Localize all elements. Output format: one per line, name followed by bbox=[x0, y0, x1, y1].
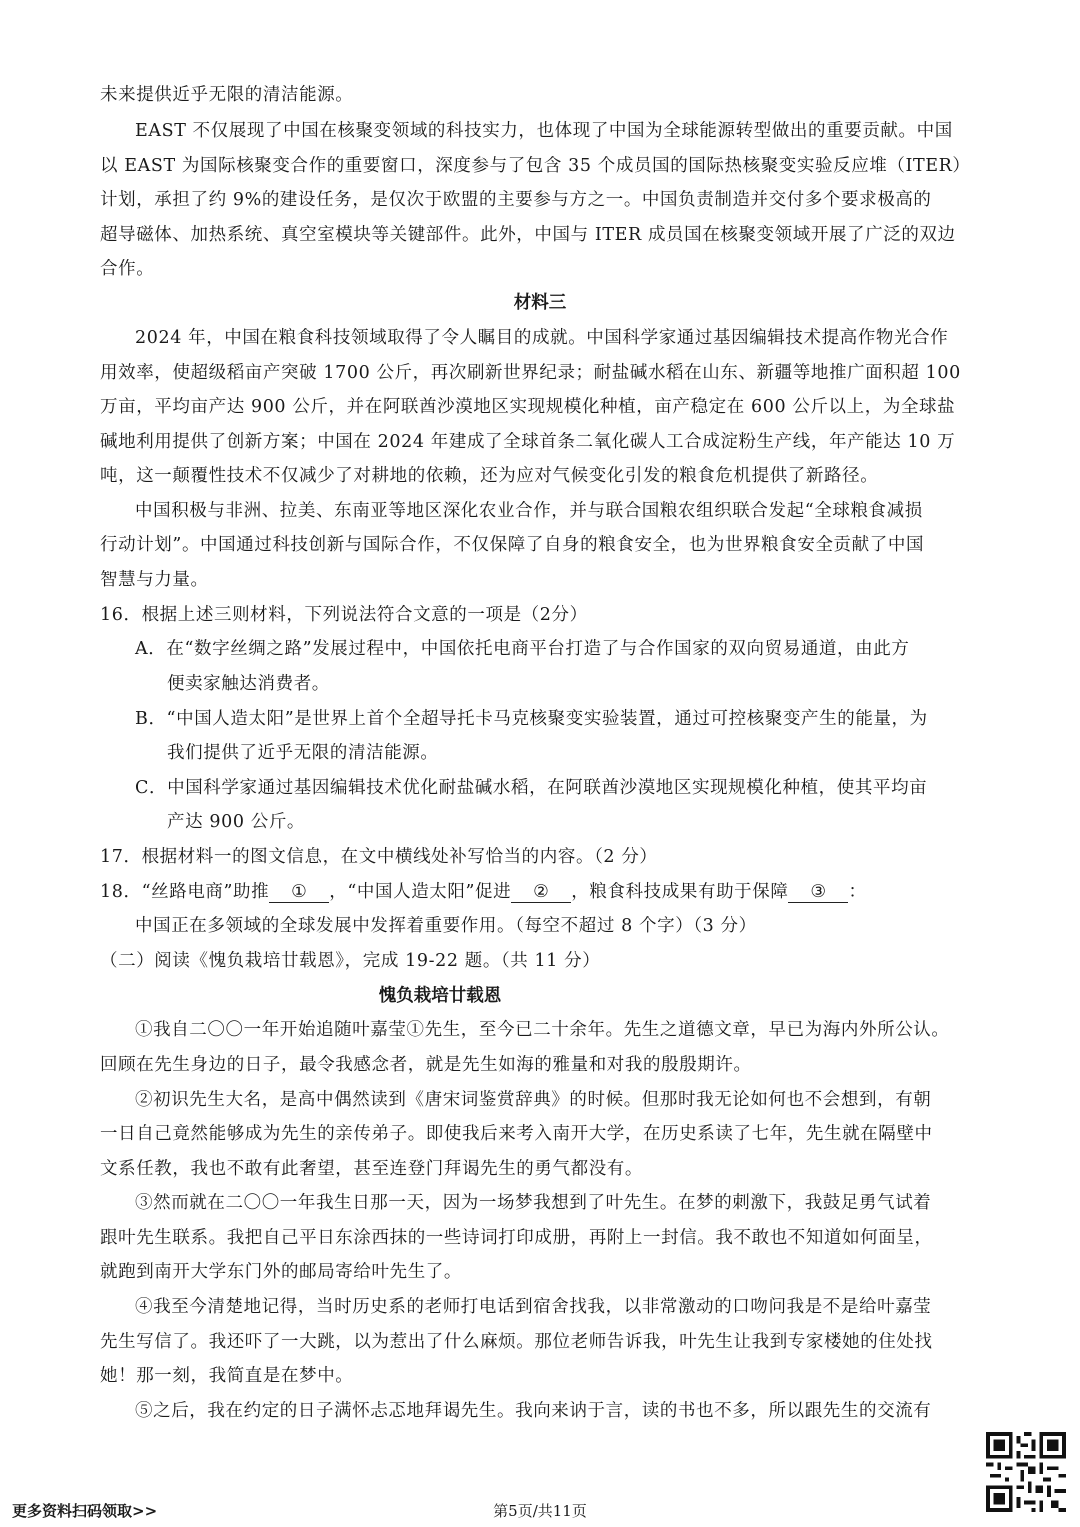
text-line: 跟叶先生联系。我把自己平日东涂西抹的一些诗词打印成册，再附上一封信。我不敢也不知道如何面呈， bbox=[100, 1228, 933, 1248]
text-line: 合作。 bbox=[100, 259, 155, 279]
section-heading-material-3: 材料三 bbox=[513, 293, 567, 313]
page-number: 第5页/共11页 bbox=[493, 1502, 587, 1520]
text-line: 就跑到南开大学东门外的邮局寄给叶先生了。 bbox=[100, 1262, 462, 1282]
q18-part-1: 18．“丝路电商”助推 bbox=[100, 882, 270, 902]
option-a: A．在“数字丝绸之路”发展过程中，中国依托电商平台打造了与合作国家的双向贸易通道，由此方 bbox=[135, 639, 910, 659]
text-line: 吨，这一颠覆性技术不仅减少了对耕地的依赖，还为应对气候变化引发的粮食危机提供了新路径。 bbox=[100, 466, 879, 486]
paragraph-5: ⑤之后，我在约定的日子满怀忐忑地拜谒先生。我向来讷于言，读的书也不多，所以跟先生的交流有 bbox=[135, 1401, 932, 1421]
text-line: 用效率，使超级稻亩产突破 1700 公斤，再次刷新世界纪录；耐盐碱水稻在山东、新疆等地推广面积超 100 bbox=[100, 363, 961, 383]
text-line: 先生写信了。我还吓了一大跳，以为惹出了什么麻烦。那位老师告诉我，叶先生让我到专家楼她的住处找 bbox=[100, 1332, 933, 1352]
text-line: 智慧与力量。 bbox=[100, 570, 209, 590]
text-line: 行动计划”。中国通过科技创新与国际合作，不仅保障了自身的粮食安全，也为世界粮食安全贡献了中国 bbox=[100, 535, 925, 555]
text-line: 以 EAST 为国际核聚变合作的重要窗口，深度参与了包含 35 个成员国的国际热核聚变实验反应堆（ITER） bbox=[100, 156, 971, 176]
paragraph-2: ②初识先生大名，是高中偶然读到《唐宋词鉴赏辞典》的时候。但那时我无论如何也不会想到，有朝 bbox=[135, 1090, 932, 1110]
option-c-cont: 产达 900 公斤。 bbox=[167, 812, 306, 832]
text-line: 2024 年，中国在粮食科技领域取得了令人瞩目的成就。中国科学家通过基因编辑技术提高作物光合作 bbox=[135, 328, 949, 348]
text-line: EAST 不仅展现了中国在核聚变领域的科技实力，也体现了中国为全球能源转型做出的重要贡献。中国 bbox=[135, 121, 953, 141]
paragraph-4: ④我至今清楚地记得，当时历史系的老师打电话到宿舍找我，以非常激动的口吻问我是不是给叶嘉莹 bbox=[135, 1297, 932, 1317]
text-line: 一日自己竟然能够成为先生的亲传弟子。即使我后来考入南开大学，在历史系读了七年，先生就在隔壁中 bbox=[100, 1124, 933, 1144]
blank-1[interactable]: ① bbox=[269, 882, 329, 903]
text-line: 计划，承担了约 9%的建设任务，是仅次于欧盟的主要参与方之一。中国负责制造并交付多个要求极高的 bbox=[100, 190, 932, 210]
blank-3[interactable]: ③ bbox=[788, 882, 848, 903]
text-line: 文系任教，我也不敢有此奢望，甚至连登门拜谒先生的勇气都没有。 bbox=[100, 1159, 643, 1179]
more-resources-link[interactable]: 更多资料扫码领取>> bbox=[12, 1502, 158, 1520]
paragraph-1: ①我自二〇〇一年开始追随叶嘉莹①先生，至今已二十余年。先生之道德文章，早已为海内外所公认。 bbox=[135, 1020, 950, 1040]
text-line: 未来提供近乎无限的清洁能源。 bbox=[100, 85, 354, 105]
text-line: 万亩，平均亩产达 900 公斤，并在阿联酋沙漠地区实现规模化种植，亩产稳定在 600 公斤以上，为全球盐 bbox=[100, 397, 956, 417]
paragraph-3: ③然而就在二〇〇一年我生日那一天，因为一场梦我想到了叶先生。在梦的刺激下，我鼓足勇气试着 bbox=[135, 1193, 932, 1213]
question-17: 17．根据材料一的图文信息，在文中横线处补写恰当的内容。（2 分） bbox=[100, 847, 658, 867]
option-c: C．中国科学家通过基因编辑技术优化耐盐碱水稻，在阿联酋沙漠地区实现规模化种植，使其平均亩 bbox=[135, 778, 928, 798]
q18-part-4: ： bbox=[848, 882, 867, 902]
question-18 bbox=[100, 881, 867, 903]
text-line: 回顾在先生身边的日子，最令我感念者，就是先生如海的雅量和对我的殷殷期许。 bbox=[100, 1055, 752, 1075]
blank-2[interactable]: ② bbox=[511, 882, 571, 903]
article-title: 愧负栽培廿载恩 bbox=[378, 986, 502, 1006]
text-line: 她！那一刻，我简直是在梦中。 bbox=[100, 1366, 354, 1386]
option-a-cont: 便卖家触达消费者。 bbox=[167, 674, 330, 694]
text-line: 超导磁体、加热系统、真空室模块等关键部件。此外，中国与 ITER 成员国在核聚变领域开展了广泛的双边 bbox=[100, 225, 956, 245]
option-b: B．“中国人造太阳”是世界上首个全超导托卡马克核聚变实验装置，通过可控核聚变产生的能量，为 bbox=[135, 709, 928, 729]
option-b-cont: 我们提供了近乎无限的清洁能源。 bbox=[167, 743, 439, 763]
q18-part-3: ，粮食科技成果有助于保障 bbox=[571, 882, 789, 902]
q18-part-2: ，“中国人造太阳”促进 bbox=[329, 882, 512, 902]
question-16: 16．根据上述三则材料，下列说法符合文意的一项是（2分） bbox=[100, 605, 588, 625]
section-2-instruction: （二）阅读《愧负栽培廿载恩》，完成 19-22 题。（共 11 分） bbox=[100, 951, 601, 971]
question-18-cont: 中国正在多领域的全球发展中发挥着重要作用。（每空不超过 8 个字）（3 分） bbox=[135, 916, 757, 936]
text-line: 中国积极与非洲、拉美、东南亚等地区深化农业合作，并与联合国粮农组织联合发起“全球粮食减损 bbox=[135, 501, 923, 521]
text-line: 碱地利用提供了创新方案；中国在 2024 年建成了全球首条二氧化碳人工合成淀粉生产线，年产能达 10 万 bbox=[100, 432, 956, 452]
